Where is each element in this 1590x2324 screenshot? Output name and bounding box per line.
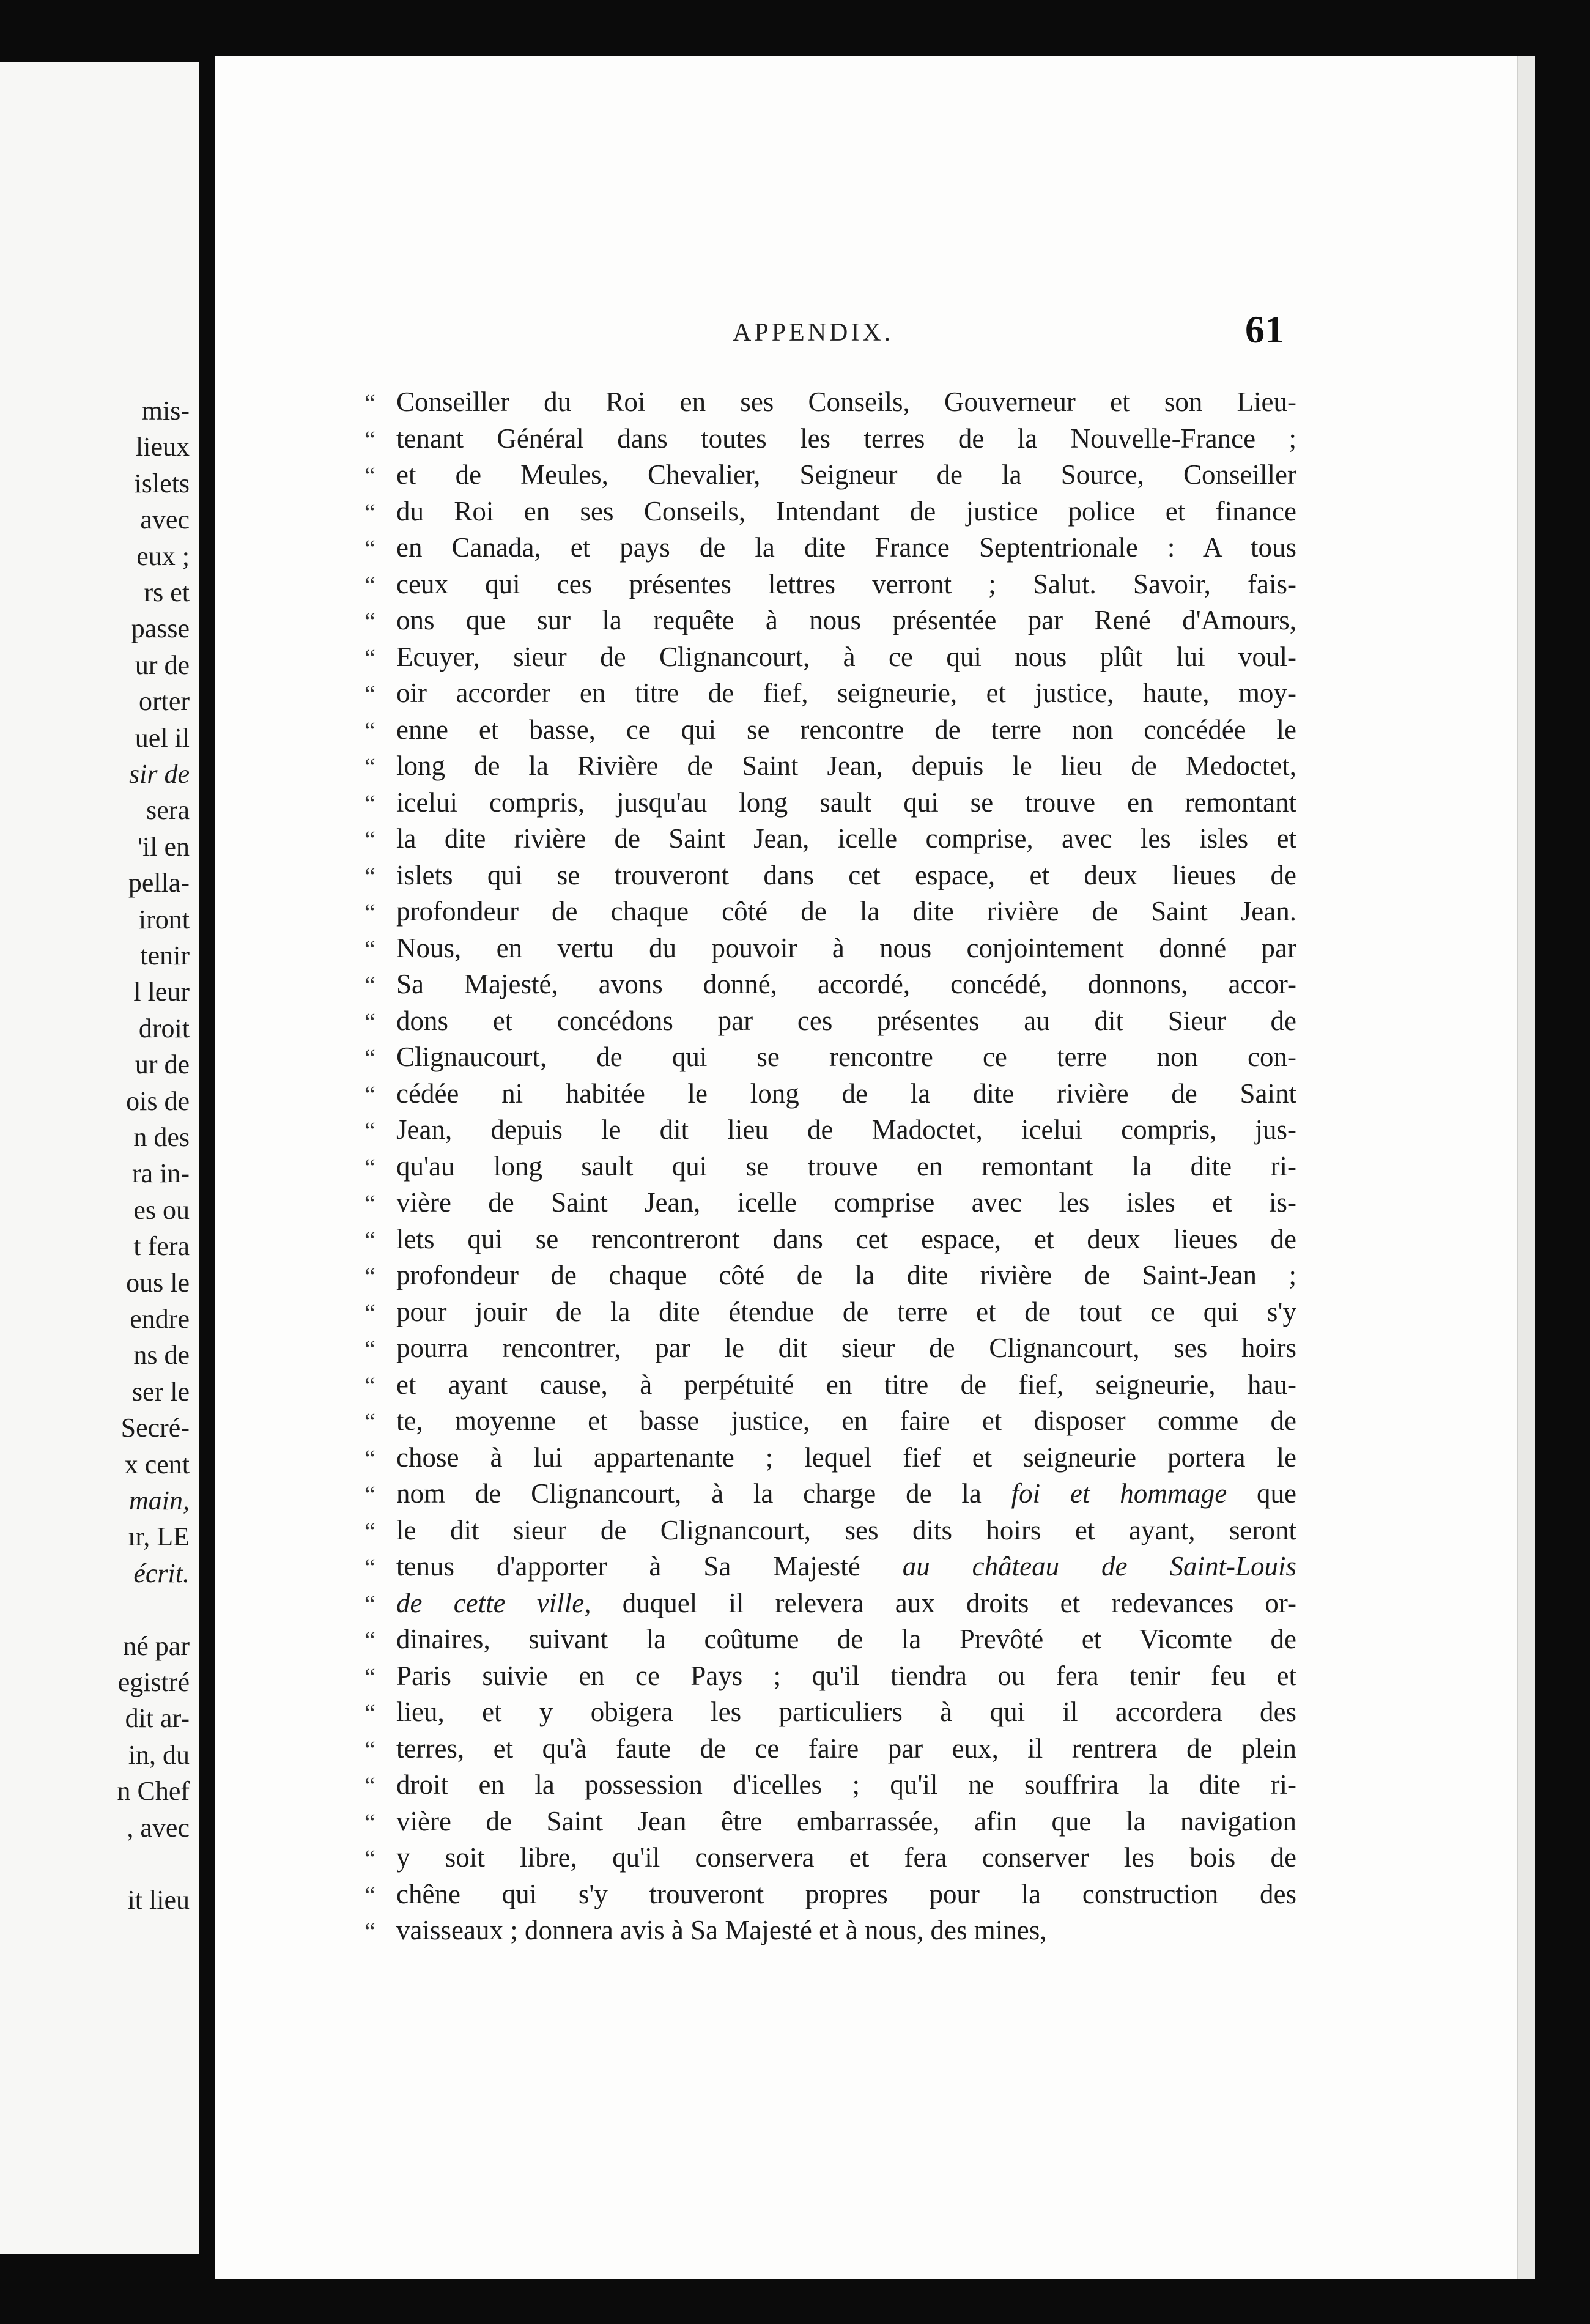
facing-page-fragment: passe bbox=[131, 613, 190, 644]
facing-page bbox=[0, 62, 199, 2254]
facing-page-fragment: pella- bbox=[128, 868, 190, 898]
line-text bbox=[396, 748, 1296, 785]
quote-mark: “ bbox=[364, 1917, 375, 1945]
facing-page-fragment: x cent bbox=[124, 1449, 190, 1479]
text-line bbox=[364, 457, 1296, 494]
text-line bbox=[364, 1440, 1296, 1476]
line-text-roman: Jean, depuis le dit lieu de Madoctet, icelui compris, jus- bbox=[396, 1114, 1296, 1145]
quote-mark: “ bbox=[364, 571, 375, 599]
line-text bbox=[396, 1912, 1296, 1949]
quote-mark: “ bbox=[364, 1481, 375, 1508]
text-line bbox=[364, 1403, 1296, 1440]
text-line bbox=[364, 785, 1296, 821]
line-text-roman: Paris suivie en ce Pays ; qu'il tiendra ou fera tenir feu et bbox=[396, 1660, 1296, 1691]
facing-page-fragment: es ou bbox=[133, 1194, 190, 1225]
line-text bbox=[396, 1840, 1296, 1876]
text-line bbox=[364, 1549, 1296, 1585]
line-text-roman: tenus d'apporter à Sa Majesté bbox=[396, 1551, 903, 1582]
facing-page-fragment: ois de bbox=[126, 1086, 190, 1116]
facing-page-fragment: endre bbox=[130, 1304, 190, 1334]
quote-mark: “ bbox=[364, 826, 375, 853]
line-text bbox=[396, 494, 1296, 530]
quote-mark: “ bbox=[364, 1226, 375, 1254]
line-text bbox=[396, 1621, 1296, 1658]
quote-mark: “ bbox=[364, 1662, 375, 1690]
facing-page-fragment: lieux bbox=[136, 432, 190, 462]
line-text-roman: oir accorder en titre de fief, seigneurie, et justice, haute, moy- bbox=[396, 678, 1296, 708]
quote-mark: “ bbox=[364, 1699, 375, 1726]
quote-mark: “ bbox=[364, 498, 375, 526]
text-line bbox=[364, 1658, 1296, 1695]
line-text bbox=[396, 930, 1296, 967]
facing-page-fragment: , avec bbox=[127, 1812, 190, 1843]
line-text bbox=[396, 1476, 1296, 1512]
line-text-roman: Sa Majesté, avons donné, accordé, concédé, donnons, accor- bbox=[396, 969, 1296, 999]
line-text bbox=[396, 639, 1296, 676]
facing-page-fragment: t fera bbox=[133, 1231, 190, 1262]
text-line bbox=[364, 1731, 1296, 1767]
text-line bbox=[364, 1804, 1296, 1840]
line-text-roman: islets qui se trouveront dans cet espace, et deux lieues de bbox=[396, 859, 1296, 890]
line-text bbox=[396, 1549, 1296, 1585]
text-line bbox=[364, 1039, 1296, 1076]
line-text-italic: au château de Saint-Louis bbox=[902, 1551, 1296, 1582]
line-text-roman: chêne qui s'y trouveront propres pour la construction des bbox=[396, 1878, 1296, 1909]
facing-page-fragment: orter bbox=[138, 686, 190, 717]
line-text bbox=[396, 384, 1296, 421]
line-text-roman: te, moyenne et basse justice, en faire et disposer comme de bbox=[396, 1405, 1296, 1436]
text-line bbox=[364, 1257, 1296, 1294]
line-text-roman: le dit sieur de Clignancourt, ses dits hoirs et ayant, seront bbox=[396, 1514, 1296, 1545]
quote-mark: “ bbox=[364, 535, 375, 562]
text-line bbox=[364, 384, 1296, 421]
facing-page-fragment: dit ar- bbox=[125, 1703, 190, 1734]
text-line bbox=[364, 494, 1296, 530]
quote-mark: “ bbox=[364, 607, 375, 635]
line-text-roman: ceux qui ces présentes lettres verront ; Salut. Savoir, fais- bbox=[396, 568, 1296, 599]
text-line bbox=[364, 894, 1296, 930]
line-text bbox=[396, 1039, 1296, 1076]
line-text-roman: chose à lui appartenante ; lequel fief et seigneurie portera le bbox=[396, 1441, 1296, 1473]
line-text bbox=[396, 1512, 1296, 1549]
line-text bbox=[396, 1767, 1296, 1804]
quote-mark: “ bbox=[364, 1371, 375, 1399]
line-text bbox=[396, 1440, 1296, 1476]
line-text bbox=[396, 1658, 1296, 1695]
facing-page-fragment: in, du bbox=[128, 1739, 190, 1770]
text-line bbox=[364, 1912, 1296, 1949]
quote-mark: “ bbox=[364, 753, 375, 780]
facing-page-fragment: islets bbox=[134, 468, 190, 498]
quote-mark: “ bbox=[364, 898, 375, 926]
body-text bbox=[364, 384, 1296, 1949]
line-text-roman: pourra rencontrer, par le dit sieur de Clignancourt, ses hoirs bbox=[396, 1333, 1296, 1363]
line-text-roman: vière de Saint Jean être embarrassée, afin que la navigation bbox=[396, 1805, 1296, 1837]
quote-mark: “ bbox=[364, 862, 375, 890]
facing-page-fragment: ous le bbox=[126, 1267, 190, 1298]
line-text bbox=[396, 821, 1296, 857]
line-text bbox=[396, 566, 1296, 603]
text-line bbox=[364, 857, 1296, 894]
line-text bbox=[396, 421, 1296, 457]
line-text-roman: dons et concédons par ces présentes au dit Sieur de bbox=[396, 1005, 1296, 1036]
text-line bbox=[364, 1076, 1296, 1112]
text-line bbox=[364, 966, 1296, 1003]
line-text-roman: enne et basse, ce qui se rencontre de terre non concédée le bbox=[396, 714, 1296, 745]
text-line bbox=[364, 821, 1296, 857]
line-text-roman: long de la Rivière de Saint Jean, depuis le lieu de Medoctet, bbox=[396, 750, 1296, 781]
quote-mark: “ bbox=[364, 1298, 375, 1327]
line-text-roman: lieu, et y obigera les particuliers à qui il accordera des bbox=[396, 1697, 1296, 1727]
line-text bbox=[396, 675, 1296, 712]
line-text bbox=[396, 602, 1296, 639]
line-text-roman: vière de Saint Jean, icelle comprise avec les isles et is- bbox=[396, 1187, 1296, 1218]
quote-mark: “ bbox=[364, 643, 375, 672]
text-line bbox=[364, 675, 1296, 712]
line-text bbox=[396, 1403, 1296, 1440]
quote-mark: “ bbox=[364, 1153, 375, 1181]
line-text-roman: y soit libre, qu'il conservera et fera conserver les bois de bbox=[396, 1842, 1296, 1873]
text-line bbox=[364, 1767, 1296, 1804]
facing-page-fragment: uel il bbox=[135, 722, 190, 753]
line-text-roman: Conseiller du Roi en ses Conseils, Gouverneur et son Lieu- bbox=[396, 387, 1296, 417]
line-text bbox=[396, 857, 1296, 894]
quote-mark: “ bbox=[364, 1117, 375, 1144]
line-text bbox=[396, 530, 1296, 566]
line-text bbox=[396, 1294, 1296, 1331]
line-text-italic: foi et hommage bbox=[1011, 1478, 1227, 1509]
text-line bbox=[364, 639, 1296, 676]
line-text-roman: qu'au long sault qui se trouve en remontant la dite ri- bbox=[396, 1150, 1296, 1182]
quote-mark: “ bbox=[364, 1881, 375, 1909]
line-text-roman: icelui compris, jusqu'au long sault qui se trouve en remontant bbox=[396, 786, 1296, 818]
facing-page-fragment: avec bbox=[140, 505, 190, 535]
line-text-roman: vaisseaux ; donnera avis à Sa Majesté et à nous, des mines, bbox=[396, 1915, 1047, 1945]
quote-mark: “ bbox=[364, 1553, 375, 1581]
line-text-roman: lets qui se rencontreront dans cet espace, et deux lieues de bbox=[396, 1223, 1296, 1254]
facing-page-fragment: egistré bbox=[117, 1667, 190, 1697]
page-number: 61 bbox=[1245, 308, 1284, 351]
facing-page-fragment: it lieu bbox=[127, 1885, 190, 1915]
line-text bbox=[396, 1185, 1296, 1221]
text-line bbox=[364, 1840, 1296, 1876]
line-text-roman: que bbox=[1227, 1478, 1297, 1509]
page-edge bbox=[1517, 56, 1535, 2279]
line-text-roman: et ayant cause, à perpétuité en titre de fief, seigneurie, hau- bbox=[396, 1369, 1296, 1400]
facing-page-fragment: ser le bbox=[131, 1376, 190, 1407]
quote-mark: “ bbox=[364, 1589, 375, 1618]
text-line bbox=[364, 602, 1296, 639]
running-head: APPENDIX. bbox=[733, 319, 894, 347]
facing-page-fragment: eux ; bbox=[136, 541, 190, 571]
line-text bbox=[396, 1257, 1296, 1294]
line-text-italic: de cette ville, bbox=[396, 1587, 591, 1618]
facing-page-fragment: sir de bbox=[129, 759, 190, 789]
quote-mark: “ bbox=[364, 1007, 375, 1035]
facing-page-fragment: droit bbox=[138, 1013, 190, 1043]
line-text-roman: ons que sur la requête à nous présentée par René d'Amours, bbox=[396, 605, 1296, 635]
facing-page-fragment: ır, LE bbox=[128, 1522, 190, 1552]
quote-mark: “ bbox=[364, 1808, 375, 1836]
facing-page-fragment: tenir bbox=[140, 941, 190, 971]
text-line bbox=[364, 1476, 1296, 1512]
text-line bbox=[364, 1185, 1296, 1221]
text-line bbox=[364, 566, 1296, 603]
quote-mark: “ bbox=[364, 971, 375, 999]
facing-page-fragment: n des bbox=[133, 1122, 190, 1152]
quote-mark: “ bbox=[364, 934, 375, 963]
facing-page-fragment: ur de bbox=[135, 649, 190, 680]
line-text-roman: terres, et qu'à faute de ce faire par eux, il rentrera de plein bbox=[396, 1733, 1296, 1764]
line-text bbox=[396, 1076, 1296, 1112]
line-text-roman: du Roi en ses Conseils, Intendant de justice police et finance bbox=[396, 495, 1296, 527]
quote-mark: “ bbox=[364, 716, 375, 744]
line-text-roman: dinaires, suivant la coûtume de la Prevôté et Vicomte de bbox=[396, 1624, 1296, 1654]
text-line bbox=[364, 1876, 1296, 1913]
line-text bbox=[396, 1367, 1296, 1404]
quote-mark: “ bbox=[364, 1735, 375, 1763]
quote-mark: “ bbox=[364, 680, 375, 708]
text-line bbox=[364, 748, 1296, 785]
quote-mark: “ bbox=[364, 1444, 375, 1472]
line-text bbox=[396, 457, 1296, 494]
line-text bbox=[396, 894, 1296, 930]
facing-page-fragment: iront bbox=[138, 904, 190, 934]
quote-mark: “ bbox=[364, 1080, 375, 1108]
line-text-roman: droit en la possession d'icelles ; qu'il ne souffrira la dite ri- bbox=[396, 1769, 1296, 1800]
text-line bbox=[364, 1694, 1296, 1731]
line-text bbox=[396, 712, 1296, 749]
line-text bbox=[396, 1330, 1296, 1367]
text-line bbox=[364, 1149, 1296, 1185]
line-text-roman: tenant Général dans toutes les terres de la Nouvelle-France ; bbox=[396, 423, 1296, 454]
quote-mark: “ bbox=[364, 1772, 375, 1799]
facing-page-fragment: ur de bbox=[135, 1049, 190, 1080]
quote-mark: “ bbox=[364, 1845, 375, 1872]
text-line bbox=[364, 1221, 1296, 1258]
facing-page-fragment: l leur bbox=[133, 977, 190, 1007]
line-text bbox=[396, 1694, 1296, 1731]
quote-mark: “ bbox=[364, 1517, 375, 1545]
line-text bbox=[396, 1112, 1296, 1149]
facing-page-fragment: main, bbox=[129, 1486, 190, 1515]
quote-mark: “ bbox=[364, 462, 375, 489]
text-line bbox=[364, 1512, 1296, 1549]
line-text-roman: duquel il relevera aux droits et redevances or- bbox=[591, 1587, 1297, 1618]
quote-mark: “ bbox=[364, 1262, 375, 1290]
line-text bbox=[396, 1804, 1296, 1840]
line-text bbox=[396, 785, 1296, 821]
line-text-roman: Clignaucourt, de qui se rencontre ce terre non con- bbox=[396, 1042, 1296, 1072]
line-text-roman: pour jouir de la dite étendue de terre et de tout ce qui s'y bbox=[396, 1296, 1296, 1327]
text-line bbox=[364, 1003, 1296, 1040]
quote-mark: “ bbox=[364, 1044, 375, 1071]
line-text bbox=[396, 966, 1296, 1003]
line-text-roman: cédée ni habitée le long de la dite rivière de Saint bbox=[396, 1078, 1296, 1109]
line-text-roman: la dite rivière de Saint Jean, icelle comprise, avec les isles et bbox=[396, 823, 1296, 854]
text-line bbox=[364, 1112, 1296, 1149]
text-line bbox=[364, 421, 1296, 457]
facing-page-fragment: rs et bbox=[144, 577, 190, 607]
quote-mark: “ bbox=[364, 1190, 375, 1217]
line-text bbox=[396, 1003, 1296, 1040]
facing-page-fragment: écrit. bbox=[133, 1558, 190, 1588]
line-text-roman: profondeur de chaque côté de la dite rivière de Saint Jean. bbox=[396, 896, 1296, 927]
line-text bbox=[396, 1149, 1296, 1185]
text-line bbox=[364, 1585, 1296, 1622]
quote-mark: “ bbox=[364, 1626, 375, 1654]
line-text bbox=[396, 1221, 1296, 1258]
line-text-roman: profondeur de chaque côté de la dite rivière de Saint-Jean ; bbox=[396, 1260, 1296, 1290]
facing-page-fragment: ra in- bbox=[131, 1158, 190, 1189]
line-text bbox=[396, 1876, 1296, 1913]
line-text-roman: en Canada, et pays de la dite France Septentrionale : A tous bbox=[396, 532, 1296, 563]
facing-page-fragment: ns de bbox=[133, 1340, 190, 1371]
line-text-roman: nom de Clignancourt, à la charge de la bbox=[396, 1478, 1011, 1509]
facing-page-fragment: sera bbox=[146, 795, 190, 826]
line-text-roman: Nous, en vertu du pouvoir à nous conjointement donné par bbox=[396, 932, 1296, 963]
line-text-roman: Ecuyer, sieur de Clignancourt, à ce qui nous plût lui voul- bbox=[396, 641, 1296, 672]
line-text-roman: et de Meules, Chevalier, Seigneur de la Source, Conseiller bbox=[396, 459, 1296, 490]
quote-mark: “ bbox=[364, 1335, 375, 1363]
text-line bbox=[364, 712, 1296, 749]
line-text bbox=[396, 1731, 1296, 1767]
facing-page-fragment: né par bbox=[123, 1630, 190, 1661]
text-line bbox=[364, 930, 1296, 967]
quote-mark: “ bbox=[364, 389, 375, 416]
text-line bbox=[364, 1330, 1296, 1367]
text-line bbox=[364, 1294, 1296, 1331]
facing-page-fragment: 'il en bbox=[138, 831, 190, 862]
facing-page-fragment: mis- bbox=[141, 396, 190, 426]
facing-page-fragment: Secré- bbox=[120, 1413, 190, 1443]
text-line bbox=[364, 530, 1296, 566]
facing-page-fragment: n Chef bbox=[117, 1776, 190, 1807]
quote-mark: “ bbox=[364, 789, 375, 817]
text-line bbox=[364, 1367, 1296, 1404]
quote-mark: “ bbox=[364, 1408, 375, 1435]
text-line bbox=[364, 1621, 1296, 1658]
quote-mark: “ bbox=[364, 425, 375, 453]
line-text bbox=[396, 1585, 1296, 1622]
